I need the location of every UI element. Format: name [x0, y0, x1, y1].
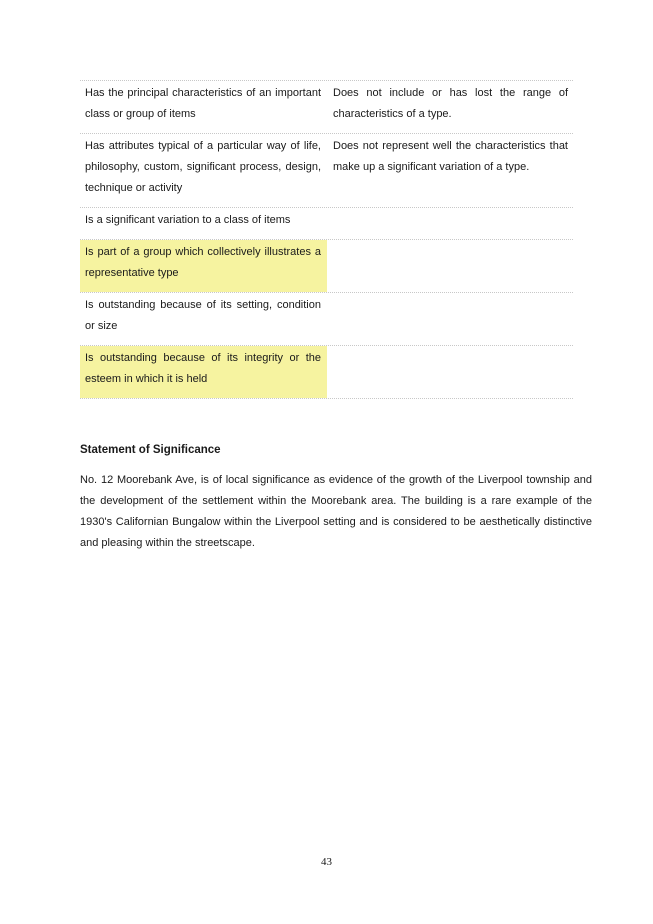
criteria-cell-include: Is outstanding because of its setting, condition or size — [85, 299, 321, 332]
criteria-cell-exclude — [327, 346, 573, 398]
criteria-table — [80, 80, 573, 399]
criteria-cell-include: Has attributes typical of a particular way of life, philosophy, custom, significant process, design, technique or activity — [85, 140, 321, 194]
criteria-cell-include: Is a significant variation to a class of items — [85, 214, 291, 226]
criteria-cell-exclude — [327, 293, 573, 345]
criteria-cell-exclude: Does not include or has lost the range of characteristics of a type. — [333, 87, 568, 120]
page-number: 43 — [321, 856, 332, 868]
table-row — [80, 134, 573, 208]
criteria-cell-exclude: Does not represent well the characteristics that make up a significant variation of a type. — [333, 140, 568, 173]
criteria-cell-exclude — [327, 240, 573, 292]
table-row — [80, 81, 573, 134]
table-row — [80, 346, 573, 399]
table-row — [80, 293, 573, 346]
table-row — [80, 208, 573, 240]
criteria-cell-include-highlighted: Is outstanding because of its integrity or the esteem in which it is held — [80, 346, 327, 398]
table-row — [80, 240, 573, 293]
section-heading: Statement of Significance — [80, 444, 221, 456]
criteria-cell-include-highlighted: Is part of a group which collectively illustrates a representative type — [80, 240, 327, 292]
statement-paragraph: No. 12 Moorebank Ave, is of local significance as evidence of the growth of the Liverpool township and the development of the settlement within the Moorebank area. The building is a rare example of the 1930's Californian Bungalow within the Liverpool setting and is considered to be aesthetically distinctive and pleasing within the streetscape. — [80, 474, 592, 549]
criteria-cell-include: Has the principal characteristics of an important class or group of items — [85, 87, 321, 120]
